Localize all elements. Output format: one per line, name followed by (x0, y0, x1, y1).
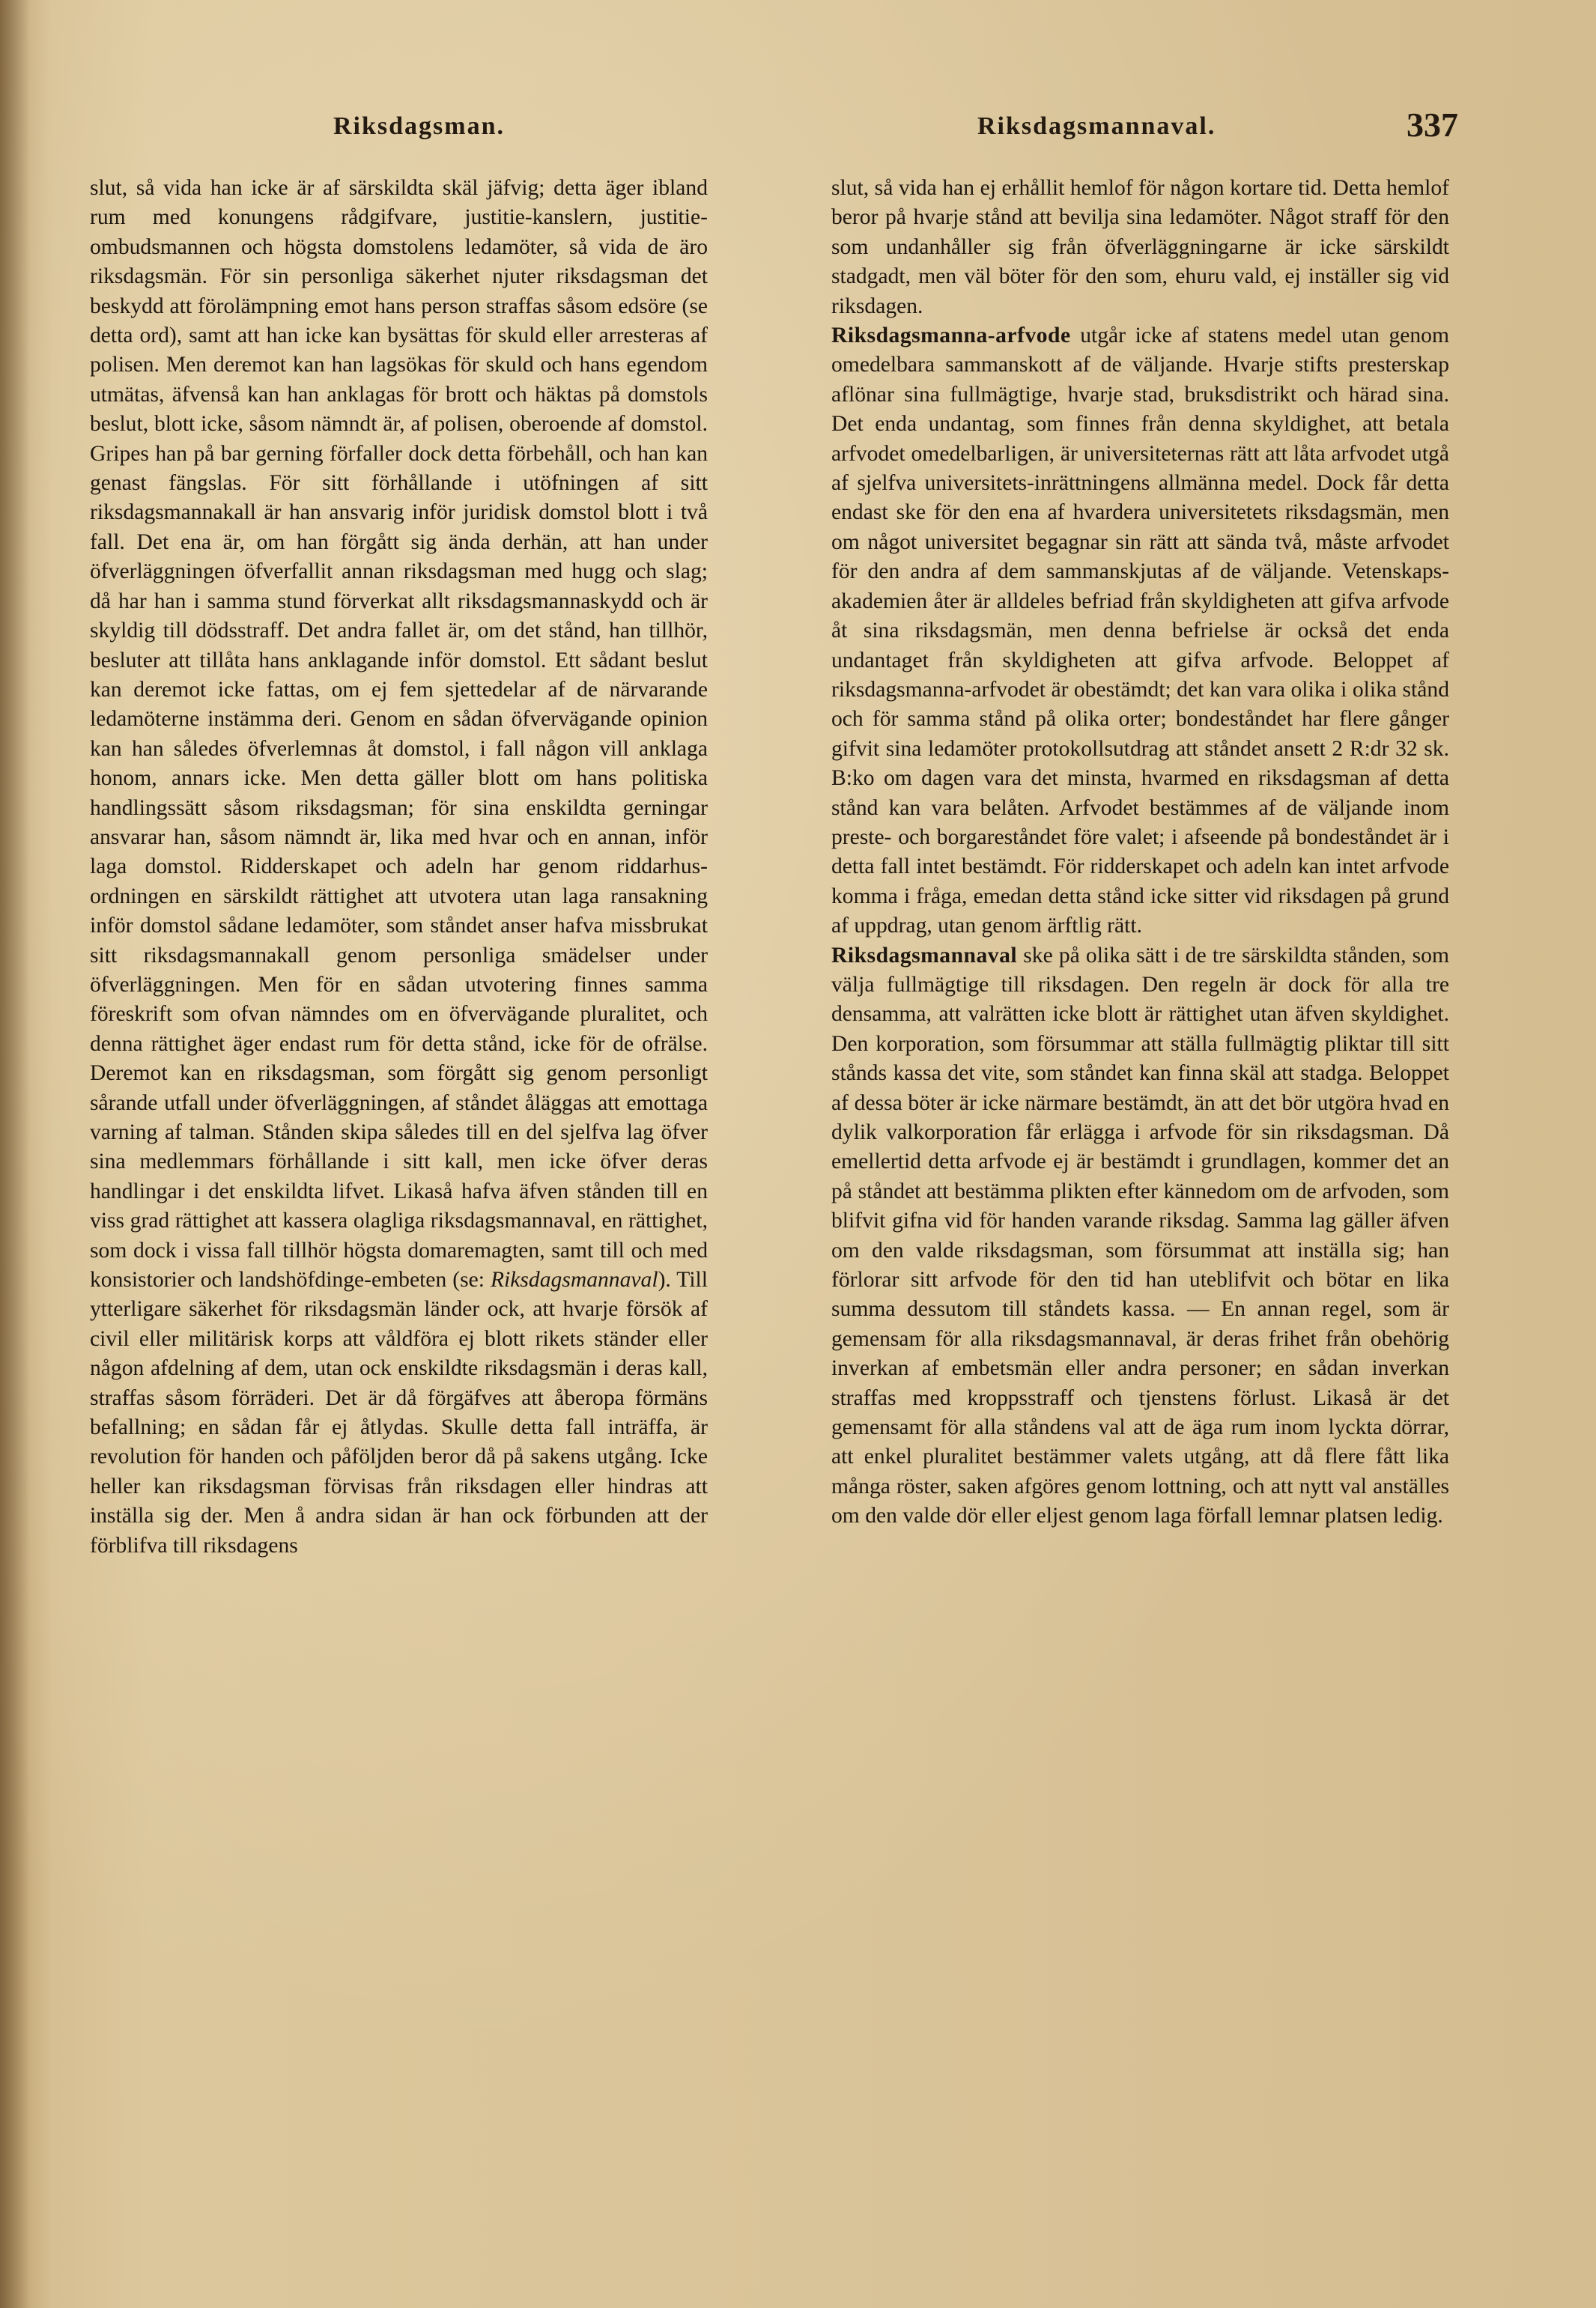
page-number: 337 (1407, 106, 1458, 144)
right-column-paragraph-continuation: slut, så vida han ej erhållit hemlof för någon kortare tid. Detta hemlof beror på hvarje stånd att bevilja sina ledamöter. Något straff för den som undanhåller sig från öfverläggningarne är icke särskildt stadgadt, men väl böter för den som, ehuru vald, ej inställer sig vid riksdagen. (831, 176, 1449, 318)
entry-riksdagsmannaval (831, 941, 1449, 1531)
entry-headword: Riksdagsmannaval (831, 943, 1018, 968)
entry-headword: Riksdagsmanna-arfvode (831, 324, 1071, 348)
running-title-left: Riksdagsman. (333, 112, 506, 140)
left-paragraph-tail: ). Till ytterligare säkerhet för riksdagsmän länder ock, att hvarje försök af civil eller militärisk korps att våldföra ej blott rikets ständer eller någon afdelning af dem, utan ock enskildte riksdagsmän i deras kall, straffas såsom förräderi. Det är då förgäfves att åberopa förmäns befallning; en sådan får ej åtlydas. Skulle detta fall inträffa, är revolution för handen och påföljden beror då på sakens utgång. Icke heller kan riksdagsman förvisas från riksdagen eller hindras att inställa sig der. Men å andra sidan är han ock förbunden att der förblifva till riksdagens (90, 1268, 708, 1558)
cross-reference: Riksdagsmannaval (490, 1268, 658, 1293)
entry-riksdagsmanna-arfvode (831, 321, 1449, 941)
running-title-right: Riksdagsmannaval. (977, 112, 1216, 140)
right-column (831, 174, 1449, 1531)
page-header (0, 106, 1596, 157)
left-column (90, 174, 708, 1561)
entry-text: utgår icke af statens medel utan genom omedelbara sammanskott af de väljande. Hvarje stifts presterskap aflönar sina fullmägtige, hvarje stad, bruksdistrikt och härad sina. Det enda undantag, som finnes från denna skyldighet, att betala arfvodet omedelbarligen, är universiteternas rätt att låta arfvodet utgå af sjelfva universitets-inrättningens allmänna medel. Dock får detta endast ske för den ena af hvardera universitetets riksdagsmän, men om något universitet begagnar sin rätt att sända två, måste arfvodet för den andra af dem sammanskjutas af de väljande. Vetenskaps-akademien åter är alldeles befriad från skyldigheten att gifva arfvode åt sina riksdagsmän, men denna befrielse är också det enda undantaget från skyldigheten att gifva arfvode. Beloppet af riksdagsmanna-arfvodet är obestämdt; det kan vara olika i olika stånd och för samma stånd på olika orter; bondeståndet har flere gånger gifvit sina ledamöter protokollsutdrag att ståndet ansett 2 R:dr 32 sk. B:ko om dagen vara det minsta, hvarmed en riksdagsman af detta stånd kan vara belåten. Arfvodet bestämmes af de väljande inom preste- och borgareståndet före valet; i afseende på bondeståndet är i detta fall intet bestämdt. För ridderskapet och adeln kan intet arfvode komma i fråga, emedan detta stånd icke sitter vid riksdagen på grund af uppdrag, utan genom ärftlig rätt. (831, 324, 1449, 938)
left-column-paragraph (90, 174, 708, 1561)
binding-shadow (0, 0, 30, 2308)
left-paragraph-text: slut, så vida han icke är af särskildta skäl jäfvig; detta äger ibland rum med konungens rådgifvare, justitie-kanslern, justitie-ombudsmannen och högsta domstolens ledamöter, så vida de äro riksdagsmän. För sin personliga säkerhet njuter riksdagsman det beskydd att förolämpning emot hans person straffas såsom edsöre (se detta ord), samt att han icke kan bysättas för skuld eller arresteras af polisen. Men deremot kan han lagsökas för skuld och hans egendom utmätas, äfvenså kan han anklagas för brott och häktas på domstols beslut, blott icke, såsom nämndt är, af polisen, oberoende af domstol. Gripes han på bar gerning förfaller dock detta förbehåll, och han kan genast fängslas. För sitt förhållande i utöfningen af sitt riksdagsmannakall är han ansvarig inför juridisk domstol blott i två fall. Det ena är, om han förgått sig ända derhän, att han under öfverläggningen öfverfallit annan riksdagsman med hugg och slag; då har han i samma stund förverkat allt riksdagsmannaskydd och är skyldig till dödsstraff. Det andra fallet är, om det stånd, han tillhör, besluter att tillåta hans anklagande inför domstol. Ett sådant beslut kan deremot icke fattas, om ej fem sjettedelar af de närvarande ledamöterne instämma deri. Genom en sådan öfvervägande opinion kan han således öfverlemnas åt domstol, i fall någon vill anklaga honom, annars icke. Men detta gäller blott om hans politiska handlingssätt såsom riksdagsman; för sina enskildta gerningar ansvarar han, såsom nämndt är, lika med hvar och en annan, inför laga domstol. Ridderskapet och adeln har genom riddarhus-ordningen en särskildt rättighet att utvotera utan laga ransakning inför domstol sådane ledamöter, som ståndet anser hafva missbrukat sitt riksdagsmannakall genom personliga smädelser under öfverläggningen. Men för en sådan utvotering finnes samma föreskrift som ofvan nämndes om en öfvervägande pluralitet, och denna rättighet äger endast rum för detta stånd, icke för de ofrälse. Deremot kan en riksdagsman, som förgått sig genom personligt sårande utfall under öfverläggningen, af ståndet åläggas att emottaga varning af talman. Stånden skipa således till en del sjelfva lag öfver sina medlemmars förhållande i sitt kall, men icke öfver deras handlingar i det enskildta lifvet. Likaså hafva äfven stånden till en viss grad rättighet att kassera olagliga riksdagsmannaval, en rättighet, som dock i vissa fall tillhör högsta domaremagten, samt till och med konsistorier och landshöfdinge-embeten (se: (90, 176, 708, 1293)
entry-text: ske på olika sätt i de tre särskildta stånden, som välja fullmägtige till riksdagen. Den regeln är dock för alla tre densamma, att valrätten icke blott är rättighet utan äfven skyldighet. Den korporation, som försummar att ställa fullmägtig pliktar till sitt stånds kassa det vite, som ståndet kan finna skäl att stadga. Beloppet af dessa böter är icke närmare bestämdt, än att det bör utgöra hvad en dylik valkorporation får erlägga i arfvode för sin riksdagsman. Då emellertid detta arfvode ej är bestämdt i grundlagen, kommer det an på ståndet att bestämma plikten efter kännedom om de arfvoden, som blifvit gifna vid för handen varande riksdag. Samma lag gäller äfven om den valde riksdagsman, som försummat att inställa sig; han förlorar sitt arfvode för den tid han uteblifvit och bötar en lika summa dessutom till ståndets kassa. — En annan regel, som är gemensam för alla riksdagsmannaval, är deras frihet från obehörig inverkan af embetsmän eller andra personer; en sådan inverkan straffas med kroppsstraff och tjenstens förlust. Likaså är det gemensamt för alla ståndens val att de äga rum inom lyckta dörrar, att enkel pluralitet bestämmer valets utgång, att då flere fått lika många röster, saken afgöres genom lottning, och att nytt val anställes om den valde dör eller eljest genom laga förfall lemnar platsen ledig. (831, 943, 1449, 1528)
